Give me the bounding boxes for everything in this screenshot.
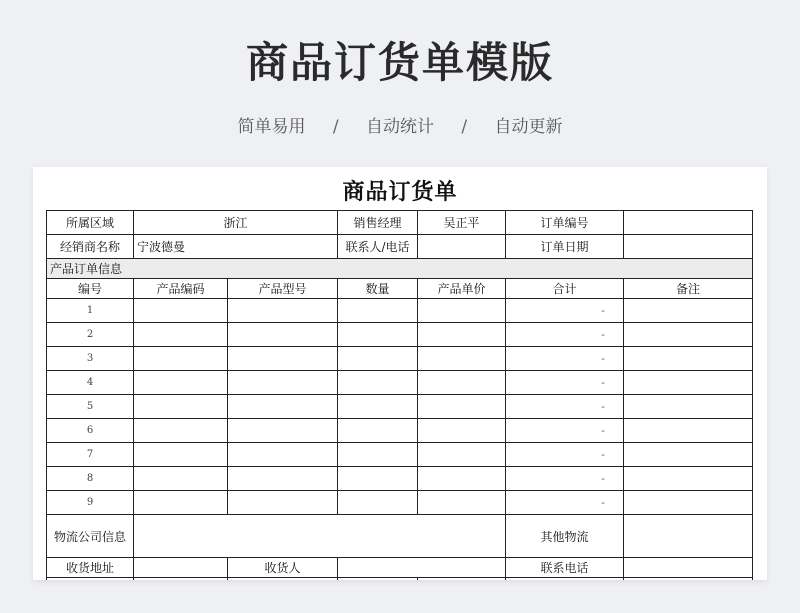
section-header — [47, 259, 753, 279]
tagline-separator: / — [461, 117, 468, 137]
table-row — [47, 347, 753, 371]
row-cell[interactable] — [418, 443, 506, 467]
order-number-value[interactable] — [624, 211, 753, 235]
row-cell[interactable] — [624, 491, 753, 515]
row-cell[interactable] — [418, 371, 506, 395]
row-cell[interactable] — [624, 443, 753, 467]
row-cell[interactable] — [134, 491, 228, 515]
row-cell[interactable] — [338, 395, 418, 419]
row-cell[interactable] — [228, 419, 338, 443]
sales-manager-label: 销售经理 — [338, 211, 418, 235]
row-cell[interactable] — [624, 467, 753, 491]
row-cell[interactable] — [624, 347, 753, 371]
page-title: 商品订货单模版 — [245, 38, 554, 87]
table-row — [47, 323, 753, 347]
tagline — [0, 112, 800, 137]
cell — [506, 578, 624, 581]
tagline-item: 自动更新 — [494, 117, 563, 137]
logistics-label: 物流公司信息 — [47, 515, 134, 558]
row-cell[interactable] — [134, 347, 228, 371]
row-cell[interactable] — [418, 395, 506, 419]
row-total: - — [506, 443, 624, 467]
order-date-label: 订单日期 — [506, 235, 624, 259]
row-cell[interactable] — [338, 467, 418, 491]
section-label: 产品订单信息 — [47, 259, 753, 279]
row-number: 5 — [47, 395, 134, 419]
info-row — [47, 235, 753, 259]
cell — [338, 578, 418, 581]
row-cell[interactable] — [134, 443, 228, 467]
row-cell[interactable] — [228, 347, 338, 371]
contact-value[interactable] — [418, 235, 506, 259]
row-number: 3 — [47, 347, 134, 371]
dealer-label: 经销商名称 — [47, 235, 134, 259]
row-cell[interactable] — [624, 299, 753, 323]
row-cell[interactable] — [134, 299, 228, 323]
order-date-value[interactable] — [624, 235, 753, 259]
table-row — [47, 491, 753, 515]
row-cell[interactable] — [338, 371, 418, 395]
row-cell[interactable] — [338, 299, 418, 323]
row-cell[interactable] — [338, 323, 418, 347]
tagline-separator: / — [332, 117, 339, 137]
row-cell[interactable] — [418, 467, 506, 491]
cell — [134, 578, 228, 581]
row-total: - — [506, 299, 624, 323]
row-cell[interactable] — [624, 419, 753, 443]
row-cell[interactable] — [228, 395, 338, 419]
row-cell[interactable] — [338, 419, 418, 443]
row-total: - — [506, 371, 624, 395]
order-form-table — [46, 210, 753, 580]
column-header: 产品型号 — [228, 279, 338, 299]
row-cell[interactable] — [418, 419, 506, 443]
row-number: 7 — [47, 443, 134, 467]
row-cell[interactable] — [134, 371, 228, 395]
row-cell[interactable] — [134, 395, 228, 419]
phone-label: 联系电话 — [506, 558, 624, 578]
row-cell[interactable] — [624, 371, 753, 395]
row-total: - — [506, 419, 624, 443]
column-header: 产品单价 — [418, 279, 506, 299]
row-total: - — [506, 467, 624, 491]
row-cell[interactable] — [228, 443, 338, 467]
table-row — [47, 467, 753, 491]
row-cell[interactable] — [228, 491, 338, 515]
row-total: - — [506, 347, 624, 371]
cell — [418, 578, 506, 581]
row-number: 1 — [47, 299, 134, 323]
cell — [47, 578, 134, 581]
column-header: 合计 — [506, 279, 624, 299]
row-number: 9 — [47, 491, 134, 515]
column-header: 产品编码 — [134, 279, 228, 299]
row-cell[interactable] — [228, 467, 338, 491]
row-cell[interactable] — [228, 323, 338, 347]
info-row — [47, 211, 753, 235]
column-header: 编号 — [47, 279, 134, 299]
other-logistics-value[interactable] — [624, 515, 753, 558]
logistics-value[interactable] — [134, 515, 506, 558]
address-value[interactable] — [134, 558, 228, 578]
row-cell[interactable] — [134, 467, 228, 491]
table-row — [47, 395, 753, 419]
table-row — [47, 419, 753, 443]
row-total: - — [506, 323, 624, 347]
table-row — [47, 371, 753, 395]
row-cell[interactable] — [624, 395, 753, 419]
contact-label: 联系人/电话 — [338, 235, 418, 259]
column-header-row — [47, 279, 753, 299]
sales-manager-value[interactable]: 吴正平 — [418, 211, 506, 235]
cell — [624, 578, 753, 581]
dealer-value[interactable]: 宁波德曼 — [134, 235, 338, 259]
row-cell[interactable] — [418, 323, 506, 347]
row-cell[interactable] — [134, 323, 228, 347]
row-cell[interactable] — [418, 347, 506, 371]
phone-value[interactable] — [624, 558, 753, 578]
cell — [228, 578, 338, 581]
row-cell[interactable] — [418, 299, 506, 323]
receiver-label: 收货人 — [228, 558, 338, 578]
logistics-row — [47, 515, 753, 558]
row-number: 2 — [47, 323, 134, 347]
tagline-item: 简单易用 — [237, 117, 306, 137]
row-total: - — [506, 491, 624, 515]
row-cell[interactable] — [624, 323, 753, 347]
region-value[interactable]: 浙江 — [134, 211, 338, 235]
sheet-title: 商品订货单 — [342, 179, 458, 205]
receiver-value[interactable] — [338, 558, 506, 578]
row-cell[interactable] — [228, 371, 338, 395]
column-header: 数量 — [338, 279, 418, 299]
row-cell[interactable] — [338, 491, 418, 515]
order-sheet — [33, 167, 767, 580]
row-number: 6 — [47, 419, 134, 443]
table-row — [47, 299, 753, 323]
table-row — [47, 443, 753, 467]
row-number: 8 — [47, 467, 134, 491]
row-cell[interactable] — [338, 443, 418, 467]
address-label: 收货地址 — [47, 558, 134, 578]
row-number: 4 — [47, 371, 134, 395]
row-total: - — [506, 395, 624, 419]
row-cell[interactable] — [134, 419, 228, 443]
order-number-label: 订单编号 — [506, 211, 624, 235]
other-logistics-label: 其他物流 — [506, 515, 624, 558]
column-header: 备注 — [624, 279, 753, 299]
address-row — [47, 558, 753, 578]
partial-row — [47, 578, 753, 581]
row-cell[interactable] — [338, 347, 418, 371]
row-cell[interactable] — [418, 491, 506, 515]
row-cell[interactable] — [228, 299, 338, 323]
tagline-item: 自动统计 — [366, 117, 434, 137]
region-label: 所属区域 — [47, 211, 134, 235]
